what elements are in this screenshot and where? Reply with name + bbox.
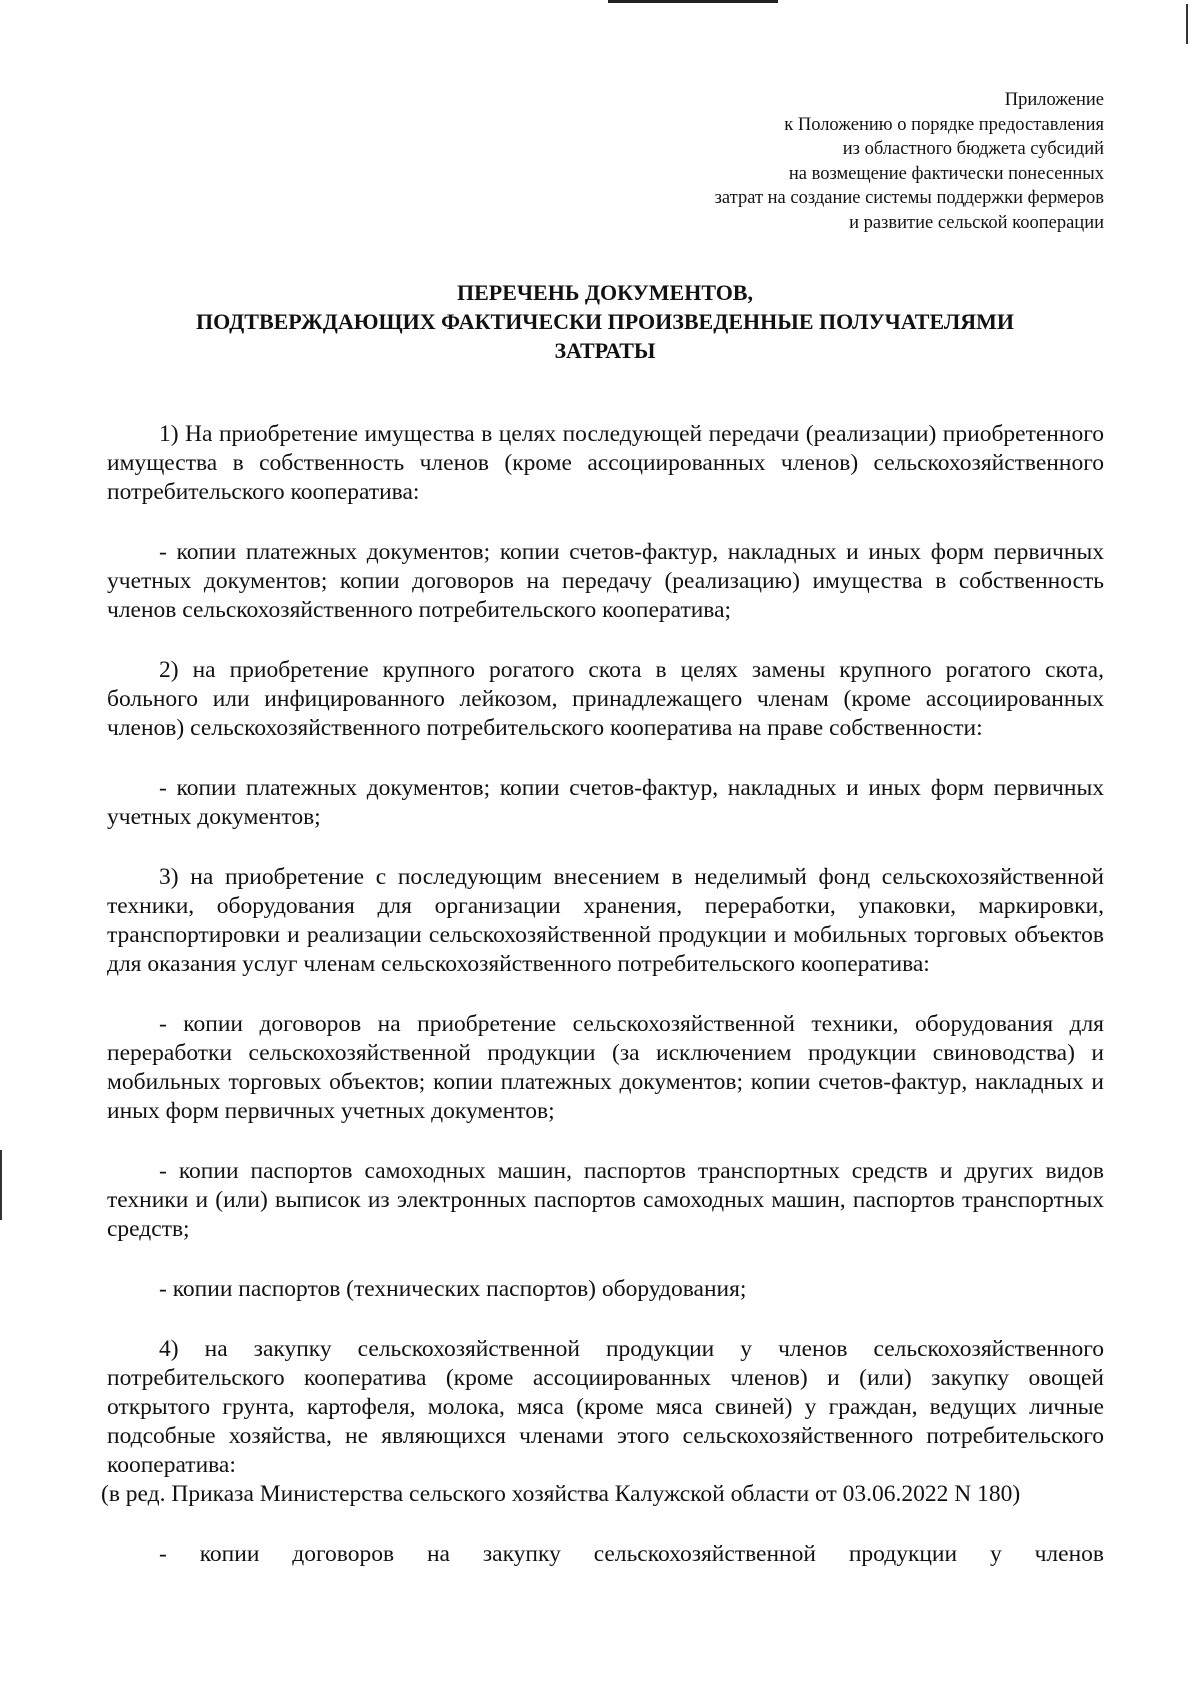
document-body: [101, 420, 1104, 1600]
paragraph-item-1-docs: - копии платежных документов; копии счетов-фактур, накладных и иных форм первичных учетных документов; копии договоров на передачу (реализацию) имущества в собственность членов сельскохозяйственного потребительского кооператива;: [107, 539, 1104, 623]
paragraph-item-3-docs-equipment: - копии паспортов (технических паспортов) оборудования;: [159, 1276, 747, 1302]
paragraph-item-3-docs-contracts: - копии договоров на приобретение сельскохозяйственной техники, оборудования для переработки сельскохозяйственной продукции (за исключением продукции свиноводства) и мобильных торговых объектов; копии платежных документов; копии счетов-фактур, накладных и иных форм первичных учетных документов;: [107, 1011, 1104, 1124]
paragraph-item-2: 2) на приобретение крупного рогатого скота в целях замены крупного рогатого скота, больного или инфицированного лейкозом, принадлежащего членам (кроме ассоциированных членов) сельскохозяйственного потребительского кооператива на праве собственности:: [107, 657, 1104, 741]
appendix-line: Приложение: [1004, 90, 1104, 110]
paragraph-item-4: 4) на закупку сельскохозяйственной продукции у членов сельскохозяйственного потребительского кооператива (кроме ассоциированных членов) и (или) закупку овощей открытого грунта, картофеля, молока, мяса (кроме мяса свиней) у граждан, ведущих личные подсобные хозяйства, не являющихся членами этого сельскохозяйственного потребительского кооператива:: [107, 1336, 1104, 1478]
scan-mark-right: [1186, 4, 1188, 44]
appendix-line: затрат на создание системы поддержки фермеров: [714, 188, 1104, 208]
paragraph-item-3: 3) на приобретение с последующим внесением в неделимый фонд сельскохозяйственной техники, оборудования для организации хранения, переработки, упаковки, маркировки, транспортировки и реализации сельскохозяйственной продукции и мобильных торговых объектов для оказания услуг членам сельскохозяйственного потребительского кооператива:: [107, 864, 1104, 977]
paragraph-item-2-docs: - копии платежных документов; копии счетов-фактур, накладных и иных форм первичных учетных документов;: [107, 775, 1104, 830]
title-line: ПОДТВЕРЖДАЮЩИХ ФАКТИЧЕСКИ ПРОИЗВЕДЕННЫЕ ПОЛУЧАТЕЛЯМИ: [196, 309, 1014, 334]
paragraph-item-4-docs-line: - копии договоров на закупку сельскохозяйственной продукции у членов: [159, 1541, 1104, 1567]
title-line: ПЕРЕЧЕНЬ ДОКУМЕНТОВ,: [456, 280, 753, 305]
appendix-line: на возмещение фактически понесенных: [788, 163, 1104, 184]
paragraph-item-1: 1) На приобретение имущества в целях последующей передачи (реализации) приобретенного имущества в собственность членов (кроме ассоциированных членов) сельскохозяйственного потребительского кооператива:: [107, 421, 1104, 505]
appendix-header: [544, 88, 1104, 235]
title-line: ЗАТРАТЫ: [554, 338, 656, 363]
appendix-line: из областного бюджета субсидий: [842, 139, 1104, 159]
top-scan-rule: [608, 0, 778, 3]
scan-mark-left: [0, 1150, 2, 1220]
appendix-line: и развитие сельской кооперации: [849, 212, 1104, 233]
appendix-line: к Положению о порядке предоставления: [784, 114, 1104, 135]
paragraph-item-4-docs: [107, 1540, 1104, 1569]
document-title: [110, 278, 1100, 365]
amendment-note: (в ред. Приказа Министерства сельского хозяйства Калужской области от 03.06.2022 N 180): [101, 1481, 1021, 1507]
paragraph-item-3-docs-passports: - копии паспортов самоходных машин, паспортов транспортных средств и других видов техники и (или) выписок из электронных паспортов самоходных машин, паспортов транспортных средств;: [107, 1158, 1104, 1242]
